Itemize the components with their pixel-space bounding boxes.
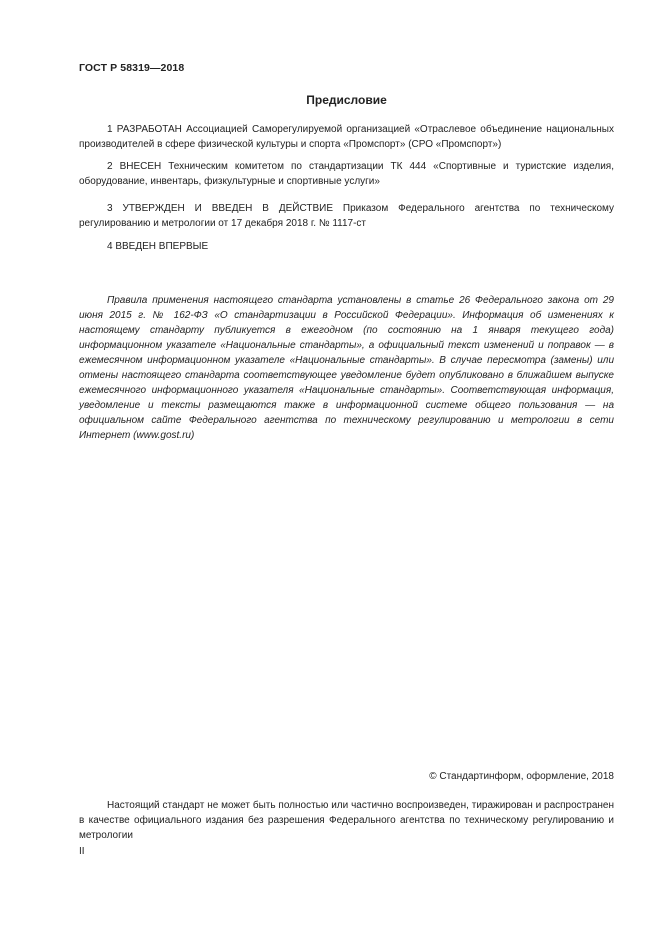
reproduction-rights-notice: Настоящий стандарт не может быть полностью или частично воспроизведен, тиражирован и распространен в качестве официального издания без разрешения Федерального агентства по техническому регулированию и метрологии: [79, 800, 614, 841]
preface-item-3: 3 УТВЕРЖДЕН И ВВЕДЕН В ДЕЙСТВИЕ Приказом Федерального агентства по техническому регулированию и метрологии от 17 декабря 2018 г. № 1117-ст: [79, 203, 614, 229]
preface-item-1: 1 РАЗРАБОТАН Ассоциацией Саморегулируемой организацией «Отраслевое объединение национальных производителей в сфере физической культуры и спорта «Промспорт» (СРО «Промспорт»): [79, 124, 614, 150]
copyright-line: © Стандартинформ, оформление, 2018: [429, 771, 614, 782]
page-number: II: [79, 846, 85, 857]
preface-item-2: 2 ВНЕСЕН Техническим комитетом по стандартизации ТК 444 «Спортивные и туристские изделия, оборудование, инвентарь, физкультурные и спортивные услуги»: [79, 161, 614, 187]
preface-title: Предисловие: [306, 93, 387, 107]
standard-code: ГОСТ Р 58319—2018: [79, 62, 185, 74]
application-rules-notice: Правила применения настоящего стандарта установлены в статье 26 Федерального закона от 29 июня 2015 г. № 162-ФЗ «О стандартизации в Российской Федерации». Информация об изменениях к настоящему стандарту публикуется в ежегодном (по состоянию на 1 января текущего года) информационном указателе «Национальные стандарты», а официальный текст изменений и поправок — в ежемесячном информационном указателе «Национальные стандарты». В случае пересмотра (замены) или отмены настоящего стандарта соответствующее уведомление будет опубликовано в ближайшем выпуске ежемесячного информационного указателя «Национальные стандарты». Соответствующая информация, уведомление и тексты размещаются также в информационной системе общего пользования — на официальном сайте Федерального агентства по техническому регулированию и метрологии в сети Интернет (www.gost.ru): [79, 295, 614, 441]
preface-item-4: 4 ВВЕДЕН ВПЕРВЫЕ: [107, 241, 209, 252]
